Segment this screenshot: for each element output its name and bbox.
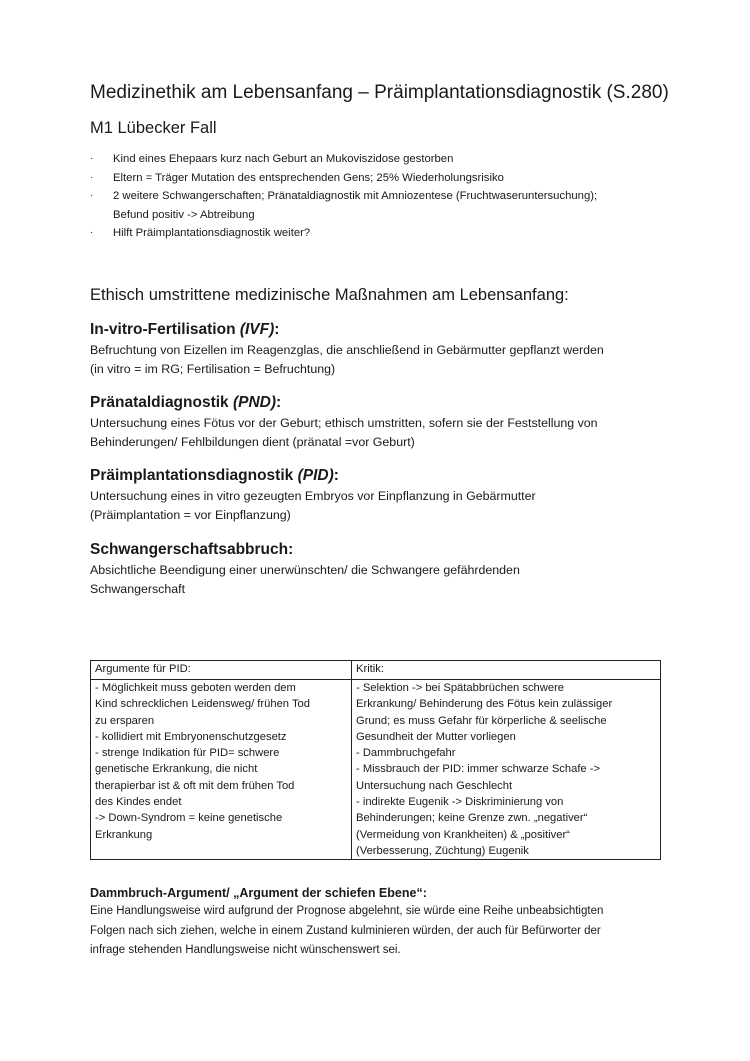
cell-line: Kind schrecklichen Leidensweg/ frühen Tod <box>95 698 310 711</box>
definition-line: (Präimplantation = vor Einpflanzung) <box>90 507 291 522</box>
dammbruch-section <box>90 886 670 961</box>
list-item <box>90 150 670 169</box>
term-definition <box>90 341 670 378</box>
bullet-icon: · <box>90 190 94 201</box>
term-name: In-vitro-Fertilisation <box>90 321 240 338</box>
cell-line: - strenge Indikation für PID= schwere <box>95 747 280 760</box>
list-item <box>90 169 670 188</box>
cell-line: - Missbrauch der PID: immer schwarze Schafe -> <box>356 763 601 776</box>
bullet-text: Befund positiv -> Abtreibung <box>113 208 255 221</box>
term-ivf <box>90 321 670 378</box>
dammbruch-heading: Dammbruch-Argument/ „Argument der schiefen Ebene“: <box>90 886 427 900</box>
cell-line: Erkrankung <box>95 828 153 841</box>
cell-line: - kollidiert mit Embryonenschutzgesetz <box>95 730 287 743</box>
paragraph-line: infrage stehenden Handlungsweise nicht wünschenswert sei. <box>90 944 401 956</box>
page-title: Medizinethik am Lebensanfang – Präimplantationsdiagnostik (S.280) <box>90 82 669 103</box>
paragraph-line: Eine Handlungsweise wird aufgrund der Prognose abgelehnt, sie würde eine Reihe unbeabsichtigten <box>90 905 604 917</box>
case-bullet-list <box>90 150 670 243</box>
definition-line: Untersuchung eines in vitro gezeugten Embryos vor Einpflanzung in Gebärmutter <box>90 489 536 503</box>
term-colon: : <box>333 467 339 484</box>
dammbruch-text <box>90 902 670 961</box>
bullet-text: Eltern = Träger Mutation des entsprechenden Gens; 25% Wiederholungsrisiko <box>113 171 504 184</box>
section-heading-m1: M1 Lübecker Fall <box>90 119 217 137</box>
cell-line: Behinderungen; keine Grenze zwn. „negativer“ <box>356 812 588 825</box>
cell-line: (Vermeidung von Krankheiten) & „positiver“ <box>356 828 570 841</box>
section-heading-ethisch: Ethisch umstrittene medizinische Maßnahmen am Lebensanfang: <box>90 286 569 304</box>
definition-line: Absichtliche Beendigung einer unerwünschten/ die Schwangere gefährdenden <box>90 563 520 577</box>
bullet-icon: · <box>90 153 94 164</box>
bullet-text: Hilft Präimplantationsdiagnostik weiter? <box>113 227 311 239</box>
term-definition <box>90 414 670 451</box>
term-schwangerschaftsabbruch <box>90 541 670 598</box>
cell-line: des Kindes endet <box>95 796 182 809</box>
cell-line: - Möglichkeit muss geboten werden dem <box>95 682 296 694</box>
definition-line: (in vitro = im RG; Fertilisation = Befruchtung) <box>90 361 336 376</box>
term-colon: : <box>276 394 282 411</box>
term-pid <box>90 467 670 524</box>
term-colon: : <box>274 321 280 338</box>
definition-line: Befruchtung von Eizellen im Reagenzglas, die anschließend in Gebärmutter gepflanzt werden <box>90 343 604 357</box>
term-name: Schwangerschaftsabbruch: <box>90 541 294 558</box>
term-definition <box>90 561 670 598</box>
cell-line: zu ersparen <box>95 714 155 727</box>
table-header-kritik: Kritik: <box>352 661 661 680</box>
cell-line: Erkrankung/ Behinderung des Fötus kein zulässiger <box>356 698 613 711</box>
term-heading <box>90 541 670 559</box>
term-pnd <box>90 394 670 451</box>
bullet-icon: · <box>90 227 94 238</box>
table-header-row <box>91 661 661 680</box>
table-cell-kritik <box>352 680 661 860</box>
term-definition <box>90 487 670 524</box>
term-name: Präimplantationsdiagnostik <box>90 467 298 484</box>
cell-line: Untersuchung nach Geschlecht <box>356 779 513 792</box>
term-heading <box>90 467 670 485</box>
list-item <box>90 224 670 243</box>
table-header-pro: Argumente für PID: <box>91 661 352 680</box>
cell-line: therapierbar ist & oft mit dem frühen Tod <box>95 779 295 792</box>
cell-line: - indirekte Eugenik -> Diskriminierung von <box>356 796 564 809</box>
cell-line: genetische Erkrankung, die nicht <box>95 763 258 776</box>
term-abbr: (PID) <box>297 467 334 484</box>
definition-line: Schwangerschaft <box>90 581 186 596</box>
bullet-text: Kind eines Ehepaars kurz nach Geburt an Mukoviszidose gestorben <box>113 153 454 165</box>
bullet-icon: · <box>90 171 94 183</box>
definition-line: Untersuchung eines Fötus vor der Geburt; ethisch umstritten, sofern sie der Feststellung von <box>90 416 598 430</box>
cell-line: Grund; es muss Gefahr für körperliche & seelische <box>356 714 607 727</box>
term-heading <box>90 321 670 339</box>
table-row <box>91 680 661 860</box>
list-item <box>90 187 670 224</box>
cell-line: (Verbesserung, Züchtung) Eugenik <box>356 844 529 857</box>
cell-line: - Dammbruchgefahr <box>356 747 456 760</box>
paragraph-line: Folgen nach sich ziehen, welche in einem Zustand kulminieren würden, der auch für Befürworter der <box>90 924 601 937</box>
pid-arguments-table <box>90 660 661 860</box>
cell-line: - Selektion -> bei Spätabbrüchen schwere <box>356 682 565 694</box>
bullet-text: 2 weitere Schwangerschaften; Pränataldiagnostik mit Amniozentese (Fruchtwaseruntersuchung); <box>113 190 598 202</box>
definition-line: Behinderungen/ Fehlbildungen dient (pränatal =vor Geburt) <box>90 434 415 449</box>
term-abbr: (PND) <box>232 394 277 411</box>
term-abbr: (IVF) <box>239 321 275 338</box>
table-cell-pro <box>91 680 352 860</box>
term-heading <box>90 394 670 412</box>
term-name: Pränataldiagnostik <box>90 394 233 411</box>
cell-line: Gesundheit der Mutter vorliegen <box>356 730 516 743</box>
cell-line: -> Down-Syndrom = keine genetische <box>95 812 283 825</box>
